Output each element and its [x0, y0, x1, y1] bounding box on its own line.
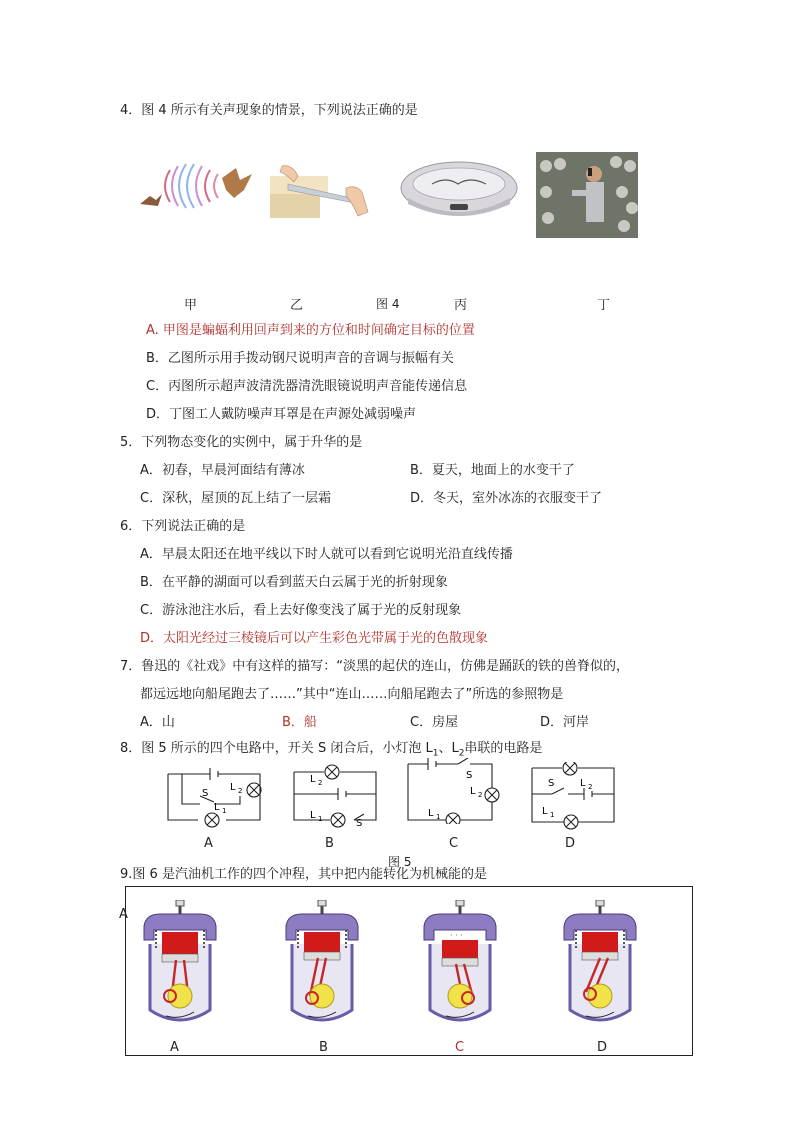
q9-stem: 9.图 6 是汽油机工作的四个冲程，其中把内能转化为机械能的是 — [120, 867, 487, 882]
factory-worker-image — [536, 152, 638, 238]
bat-echo-image — [136, 160, 254, 212]
q8-stem-part2: 、L — [438, 741, 459, 756]
q4-option-b: B．乙图所示用手拨动钢尺说明声音的音调与振幅有关 — [146, 351, 454, 366]
q4-label-ding: 丁 — [597, 298, 611, 313]
circuit-c-l1-sub: 1 — [436, 813, 441, 821]
engine-c-label: C — [455, 1040, 465, 1055]
q5-option-d: D．冬天，室外冰冻的衣服变干了 — [410, 491, 603, 506]
circuit-d-diagram — [528, 762, 620, 830]
q6-option-c: C．游泳池注水后，看上去好像变浅了属于光的反射现象 — [140, 603, 462, 618]
circuit-a-label: A — [204, 836, 213, 851]
engine-a-label: A — [170, 1040, 179, 1055]
circuit-c-l2-label: L — [470, 786, 476, 797]
q4-option-d: D．丁图工人戴防噪声耳罩是在声源处减弱噪声 — [146, 407, 417, 422]
circuit-a-l2-sub: 2 — [238, 787, 243, 795]
circuit-c-l1-label: L — [428, 808, 434, 819]
q8-stem-part3: 串联的电路是 — [464, 741, 543, 756]
q9-stray-letter: A — [119, 907, 128, 922]
q4-label-yi: 乙 — [290, 298, 304, 313]
engine-stroke-a — [136, 900, 222, 1026]
circuit-d-l2-label: L — [580, 778, 586, 789]
q4-label-jia: 甲 — [184, 298, 198, 313]
circuit-b-label: B — [325, 836, 334, 851]
engine-stroke-b — [278, 900, 364, 1026]
ultrasonic-cleaner-image — [398, 158, 520, 222]
q7-stem-line1: 7．鲁迅的《社戏》中有这样的描写：“淡黑的起伏的连山，仿佛是踊跃的铁的兽脊似的， — [120, 659, 630, 674]
q5-option-b: B．夏天，地面上的水变干了 — [410, 463, 575, 478]
q8-sub1: 1 — [432, 748, 439, 759]
circuit-d-switch-label: S — [548, 778, 555, 789]
svg-text:· · ·: · · · — [450, 931, 463, 940]
circuit-b-l2-sub: 2 — [318, 779, 323, 787]
engine-stroke-c — [416, 900, 502, 1026]
circuit-b-switch-label: S — [356, 818, 363, 829]
q5-option-c: C．深秋，屋顶的瓦上结了一层霜 — [140, 491, 332, 506]
circuit-a-l1-sub: 1 — [222, 807, 227, 815]
q8-sub2: 2 — [458, 748, 465, 759]
circuit-c-label: C — [449, 836, 459, 851]
q4-stem: 4．图 4 所示有关声现象的情景，下列说法正确的是 — [120, 103, 418, 118]
circuit-d-l1-label: L — [542, 806, 548, 817]
q5-stem: 5．下列物态变化的实例中，属于升华的是 — [120, 435, 363, 450]
q7-option-a: A．山 — [140, 715, 175, 730]
circuit-a-l1-label: L — [214, 802, 220, 813]
circuit-a-diagram — [160, 764, 266, 830]
circuit-a-l2-label: L — [230, 782, 236, 793]
circuit-a-switch-label: S — [202, 788, 209, 799]
circuit-d-label: D — [565, 836, 576, 851]
q4-label-bing: 丙 — [454, 298, 468, 313]
q8-stem-part1: 8．图 5 所示的四个电路中，开关 S 闭合后，小灯泡 L — [120, 741, 433, 756]
q4-figure-caption: 图 4 — [376, 297, 400, 311]
big-bat-icon — [222, 168, 252, 198]
circuit-b-l1-label: L — [310, 810, 316, 821]
q7-stem-line2: 都远远地向船尾跑去了……”其中“连山……向船尾跑去了”所选的参照物是 — [140, 687, 564, 702]
q8-figure-caption: 图 5 — [388, 855, 412, 869]
engine-d-label: D — [597, 1040, 608, 1055]
q6-option-a: A．早晨太阳还在地平线以下时人就可以看到它说明光沿直线传播 — [140, 547, 513, 562]
q4-option-c: C．丙图所示超声波清洗器清洗眼镜说明声音能传递信息 — [146, 379, 468, 394]
small-bat-icon — [140, 194, 162, 206]
circuit-b-l2-label: L — [310, 774, 316, 785]
circuit-c-diagram — [402, 758, 502, 824]
q6-option-b: B．在平静的湖面可以看到蓝天白云属于光的折射现象 — [140, 575, 448, 590]
q6-stem: 6．下列说法正确的是 — [120, 519, 246, 534]
engine-b-label: B — [319, 1040, 328, 1055]
q7-option-c: C．房屋 — [410, 715, 459, 730]
engine-stroke-d — [556, 900, 642, 1026]
engine-a-drawing — [144, 900, 216, 1020]
circuit-d-l1-sub: 1 — [550, 811, 555, 819]
circuit-b-diagram — [288, 764, 384, 830]
q4-option-a: A. 甲图是蝙蝠利用回声到来的方位和时间确定目标的位置 — [146, 323, 475, 338]
circuit-c-l2-sub: 2 — [478, 791, 483, 799]
ruler-pluck-image — [268, 162, 372, 222]
q7-option-d: D．河岸 — [540, 715, 590, 730]
circuit-b-l1-sub: 1 — [318, 815, 323, 823]
q6-option-d: D．太阳光经过三棱镜后可以产生彩色光带属于光的色散现象 — [140, 631, 489, 646]
q7-option-b: B．船 — [282, 715, 317, 730]
circuit-c-switch-label: S — [466, 770, 473, 781]
circuit-d-l2-sub: 2 — [588, 783, 593, 791]
q5-option-a: A．初春，早晨河面结有薄冰 — [140, 463, 305, 478]
